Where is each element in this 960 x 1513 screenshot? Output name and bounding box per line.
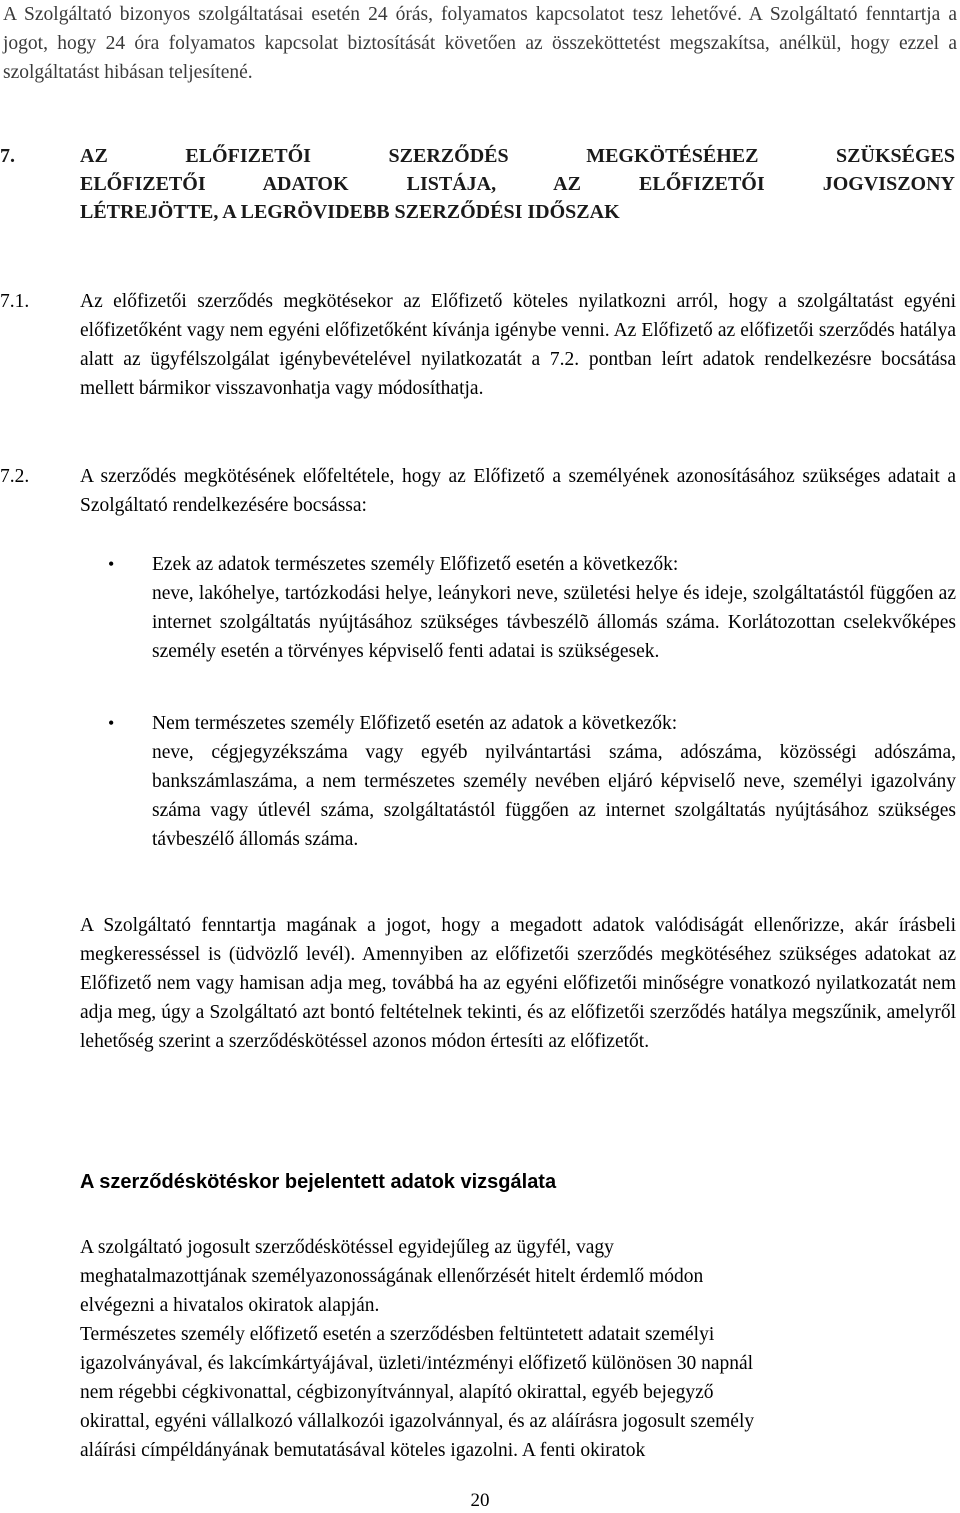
item-7-2-number: 7.2.: [0, 466, 30, 487]
subsection-line: A szolgáltató jogosult szerződéskötéssel egyidejűleg az ügyfél, vagy: [80, 1237, 614, 1258]
intro-paragraph: A Szolgáltató bizonyos szolgáltatásai esetén 24 órás, folyamatos kapcsolatot tesz lehetővé. A Szolgáltató fenntartja a jogot, hogy 24 óra folyamatos kapcsolat biztosítását követően az összeköttetést megszakítsa, anélkül, hogy ezzel a szolgáltatást hibásan teljesítené.: [3, 4, 957, 83]
subsection-line: meghatalmazottjának személyazonosságának ellenőrzését hitelt érdemlő módon: [80, 1266, 704, 1287]
bullet-legal-person-heading: Nem természetes személy Előfizető esetén az adatok a következők:: [152, 713, 678, 734]
bullet-icon: •: [108, 713, 115, 733]
section-7-number: 7.: [0, 145, 15, 167]
subsection-line: nem régebbi cégkivonattal, cégbizonyítvánnyal, alapító okirattal, egyéb bejegyző: [80, 1382, 714, 1403]
section-7-title-line-1: AZ ELŐFIZETŐI SZERZŐDÉS MEGKÖTÉSÉHEZ SZÜKSÉGES: [80, 145, 955, 167]
subsection-line: Természetes személy előfizető esetén a szerződésben feltüntetett adatait személyi: [80, 1324, 715, 1345]
rights-paragraph: A Szolgáltató fenntartja magának a jogot, hogy a megadott adatok valódiságát ellenőrizze, akár írásbeli megkeresséssel is (üdvözlő levél). Amennyiben az előfizetői szerződés megkötéséhez szükséges adatokat az Előfizető nem vagy hamisan adja meg, továbbá ha az egyéni előfizetői minőségre vonatkozó nyilatkozatát nem adja meg, úgy a Szolgáltató azt bontó feltételnek tekinti, és az előfizetői szerződés hatálya megszűnik, amelyről lehetőség szerint a szerződéskötéssel azonos módon értesíti az előfizetőt.: [80, 915, 956, 1052]
item-7-2-text: A szerződés megkötésének előfeltétele, hogy az Előfizető a személyének azonosításához szükséges adatait a Szolgáltató rendelkezésére bocsássa:: [80, 466, 956, 516]
subsection-body: [80, 1233, 956, 1465]
section-7-heading: [0, 142, 955, 226]
subsection-line: okirattal, egyéni vállalkozó vállalkozói igazolvánnyal, és az aláírásra jogosult személy: [80, 1411, 755, 1432]
subsection-line: elvégezni a hivatalos okiratok alapján.: [80, 1295, 380, 1316]
item-7-2: [0, 462, 956, 520]
item-7-1-text: Az előfizetői szerződés megkötésekor az Előfizető köteles nyilatkozni arról, hogy a szolgáltatást egyéni előfizetőként vagy nem egyéni előfizetőként kívánja igénybe venni. Az Előfizető az előfizetői szerződés hatálya alatt az ügyfélszolgálat igénybevételével nyilatkozatát a 7.2. pontban leírt adatok rendelkezésre bocsátása mellett bármikor visszavonhatja vagy módosíthatja.: [80, 291, 956, 399]
section-7-title-line-3: LÉTREJÖTTE, A LEGRÖVIDEBB SZERZŐDÉSI IDŐSZAK: [80, 201, 620, 223]
item-7-1-number: 7.1.: [0, 291, 30, 312]
bullet-natural-person-text: neve, lakóhelye, tartózkodási helye, leánykori neve, születési helye és ideje, szolgáltatástól függően az internet szolgáltatás nyújtásához szükséges távbeszélõ állomás száma. Korlátozottan cselekvőképes személy esetén a törvényes képviselő fenti adatai is szükségesek.: [152, 583, 956, 662]
bullet-icon: •: [108, 554, 115, 574]
bullet-natural-person-heading: Ezek az adatok természetes személy Előfizető esetén a következők:: [152, 554, 679, 575]
bullet-legal-person: [108, 709, 956, 854]
item-7-1: [0, 287, 956, 403]
page-number: 20: [470, 1490, 490, 1511]
bullet-natural-person: [108, 550, 956, 666]
section-7-title-line-2: ELŐFIZETŐI ADATOK LISTÁJA, AZ ELŐFIZETŐI JOGVISZONY: [80, 173, 955, 195]
subsection-line: igazolványával, és lakcímkártyájával, üzleti/intézményi előfizető különösen 30 napnál: [80, 1353, 754, 1374]
bullet-legal-person-text: neve, cégjegyzékszáma vagy egyéb nyilvántartási száma, adószáma, közösségi adószáma, bankszámlaszáma, a nem természetes személy nevében eljáró képviselő neve, személyi igazolvány száma vagy útlevél száma, szolgáltatástól függően az internet szolgáltatás nyújtásához szükséges távbeszélő állomás száma.: [152, 742, 956, 850]
subsection-line: aláírási címpéldányának bemutatásával köteles igazolni. A fenti okiratok: [80, 1440, 646, 1461]
subsection-heading: A szerződéskötéskor bejelentett adatok vizsgálata: [80, 1171, 557, 1193]
